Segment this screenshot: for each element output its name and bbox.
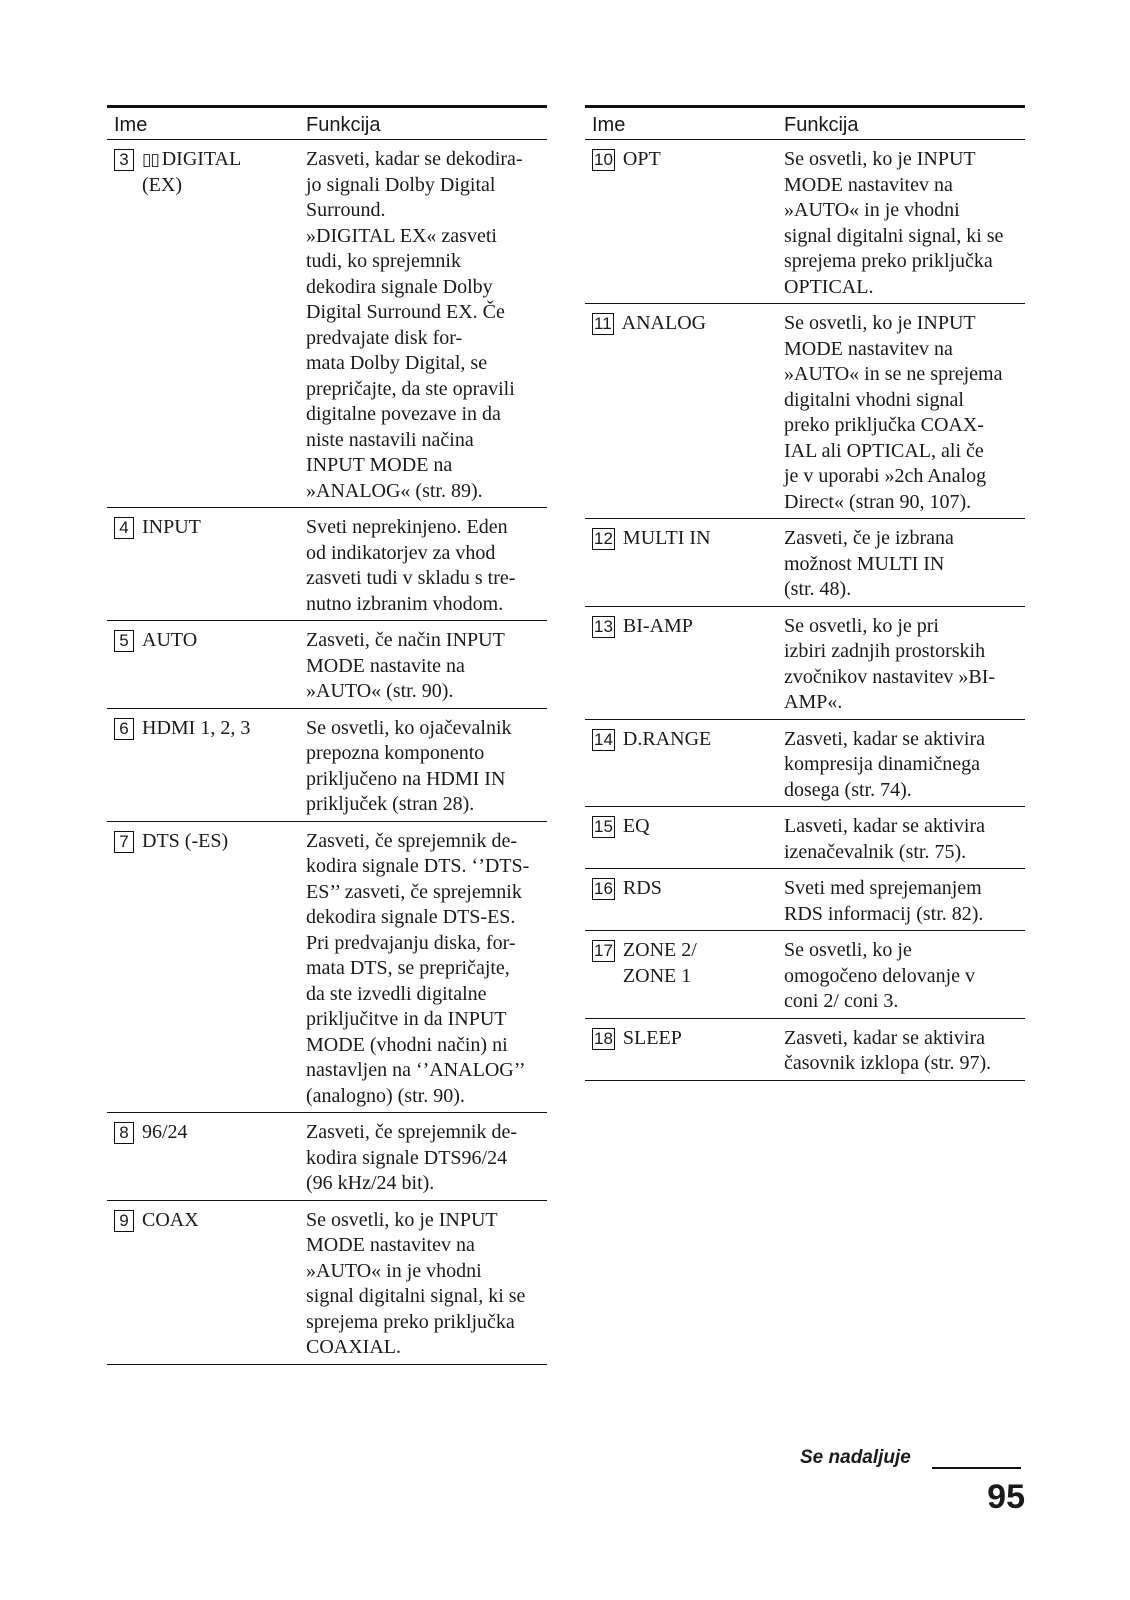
name-cell bbox=[107, 508, 299, 621]
right-column bbox=[585, 105, 1025, 1081]
function-description: Se osvetli, ko je INPUT MODE nastavitev na »AUTO« in se ne sprejema digitalni vhodni signal preko priključka COAX- IAL ali OPTICAL, ali če je v uporabi »2ch Analog Direct« (stran 90, 107). bbox=[777, 304, 1025, 519]
header-name: Ime bbox=[107, 107, 299, 140]
name-wrap bbox=[592, 614, 777, 640]
indicator-name: MULTI IN bbox=[622, 527, 711, 549]
name-wrap bbox=[114, 716, 299, 742]
left-function-table bbox=[107, 105, 547, 1365]
function-description: Lasveti, kadar se aktivira izenačevalnik (str. 75). bbox=[777, 807, 1025, 869]
indicator-name: DTS (-ES) bbox=[142, 829, 229, 852]
header-name: Ime bbox=[585, 107, 777, 140]
item-number-badge: 5 bbox=[114, 630, 134, 652]
name-wrap bbox=[592, 814, 777, 840]
function-description: Se osvetli, ko je INPUT MODE nastavitev na »AUTO« in je vhodni signal digitalni signal, ki se sprejema preko priključka COAXIAL. bbox=[299, 1200, 547, 1364]
function-description: Se osvetli, ko ojačevalnik prepozna komponento priključeno na HDMI IN priključek (stran 28). bbox=[299, 708, 547, 821]
item-number-badge: 6 bbox=[114, 718, 134, 740]
right-function-table bbox=[585, 105, 1025, 1081]
item-number-badge: 4 bbox=[114, 517, 134, 539]
name-cell bbox=[585, 931, 777, 1019]
item-number-badge: 18 bbox=[594, 1028, 613, 1048]
name-cell bbox=[585, 140, 777, 304]
name-wrap bbox=[114, 147, 299, 198]
table-row bbox=[107, 1200, 547, 1364]
function-description: Sveti neprekinjeno. Eden od indikatorjev za vhod zasveti tudi v skladu s tre- nutno izbranim vhodom. bbox=[299, 508, 547, 621]
left-table-body bbox=[107, 140, 547, 1365]
name-cell bbox=[585, 1018, 777, 1080]
function-description: Se osvetli, ko je omogočeno delovanje v coni 2/ coni 3. bbox=[777, 931, 1025, 1019]
table-row bbox=[107, 1113, 547, 1201]
indicator-name: HDMI 1, 2, 3 bbox=[142, 716, 251, 739]
continued-label: Se nadaljuje bbox=[800, 1447, 911, 1468]
indicator-name: INPUT bbox=[142, 516, 201, 538]
function-description: Sveti med sprejemanjem RDS informacij (str. 82). bbox=[777, 869, 1025, 931]
name-cell bbox=[585, 606, 777, 719]
table-row bbox=[585, 719, 1025, 807]
indicator-name bbox=[142, 147, 241, 198]
function-description: Zasveti, če sprejemnik de- kodira signale DTS96/24 (96 kHz/24 bit). bbox=[299, 1113, 547, 1201]
name-wrap bbox=[592, 727, 777, 753]
function-description: Se osvetli, ko je INPUT MODE nastavitev na »AUTO« in je vhodni signal digitalni signal, ki se sprejema preko priključka OPTICAL. bbox=[784, 148, 1004, 298]
right-table-body bbox=[585, 140, 1025, 1081]
name-cell bbox=[585, 807, 777, 869]
function-description: Zasveti, kadar se aktivira kompresija dinamičnega dosega (str. 74). bbox=[777, 719, 1025, 807]
name-cell bbox=[107, 140, 299, 508]
name-cell bbox=[585, 519, 777, 607]
name-wrap bbox=[114, 628, 299, 654]
item-number-badge: 9 bbox=[114, 1210, 134, 1232]
function-description: Se osvetli, ko je pri izbiri zadnjih prostorskih zvočnikov nastavitev »BI- AMP«. bbox=[777, 606, 1025, 719]
name-wrap bbox=[114, 1120, 299, 1146]
indicator-name: COAX bbox=[142, 1208, 199, 1231]
name-cell bbox=[107, 1200, 299, 1364]
table-row bbox=[585, 140, 1025, 304]
item-number-badge: 10 bbox=[594, 150, 613, 169]
table-header-row bbox=[107, 107, 547, 140]
indicator-name: OPT bbox=[622, 148, 661, 170]
item-number-badge: 14 bbox=[594, 729, 613, 749]
item-number-badge: 8 bbox=[114, 1122, 134, 1144]
name-wrap bbox=[114, 515, 299, 541]
table-row bbox=[107, 508, 547, 621]
table-header-row bbox=[585, 107, 1025, 140]
indicator-name: 96/24 bbox=[142, 1121, 188, 1143]
name-cell bbox=[107, 708, 299, 821]
table-row bbox=[107, 140, 547, 508]
item-number-badge: 16 bbox=[594, 879, 613, 898]
table-row bbox=[107, 821, 547, 1113]
table-row bbox=[585, 869, 1025, 931]
indicator-name: EQ bbox=[622, 815, 650, 837]
function-description: Zasveti, kadar se aktivira časovnik izklopa (str. 97). bbox=[777, 1018, 1025, 1080]
indicator-name: AUTO bbox=[142, 629, 198, 651]
table-row bbox=[585, 1018, 1025, 1080]
indicator-name: ANALOG bbox=[621, 312, 707, 334]
function-description: Zasveti, če način INPUT MODE nastavite na »AUTO« (str. 90). bbox=[299, 621, 547, 709]
name-wrap bbox=[592, 938, 777, 989]
item-number-badge: 3 bbox=[114, 149, 134, 171]
item-number-badge: 12 bbox=[594, 529, 613, 548]
item-number-badge: 15 bbox=[594, 817, 613, 836]
page-number: 95 bbox=[987, 1478, 1025, 1516]
name-cell bbox=[585, 304, 777, 519]
table-row bbox=[585, 931, 1025, 1019]
table-row bbox=[585, 606, 1025, 719]
dolby-double-d-icon: ▯▯ bbox=[142, 150, 159, 169]
indicator-name-text: DIGITAL (EX) bbox=[142, 148, 242, 196]
name-wrap bbox=[592, 1026, 777, 1052]
table-row bbox=[107, 708, 547, 821]
table-row bbox=[585, 519, 1025, 607]
name-wrap bbox=[592, 311, 777, 337]
indicator-name: BI-AMP bbox=[622, 614, 693, 637]
table-row bbox=[585, 304, 1025, 519]
name-wrap bbox=[592, 147, 777, 173]
table-row bbox=[107, 621, 547, 709]
left-column bbox=[107, 105, 547, 1365]
table-row bbox=[585, 807, 1025, 869]
header-function: Funkcija bbox=[777, 107, 1025, 140]
name-cell bbox=[107, 821, 299, 1113]
item-number-badge: 13 bbox=[594, 616, 613, 636]
indicator-name: RDS bbox=[622, 877, 662, 899]
indicator-name: SLEEP bbox=[622, 1026, 682, 1049]
name-wrap bbox=[592, 526, 777, 552]
function-description: Zasveti, če sprejemnik de- kodira signale DTS. ‘’DTS- ES’’ zasveti, če sprejemnik dekodira signale DTS-ES. Pri predvajanju diska, for- mata DTS, se prepričajte, da ste izvedli digitalne priključitve in da INPUT MODE (vhodni način) ni nastavljen na ‘’ANALOG’’ (analogno) (str. 90). bbox=[299, 821, 547, 1113]
name-cell bbox=[585, 719, 777, 807]
function-description: Zasveti, če je izbrana možnost MULTI IN (str. 48). bbox=[777, 519, 1025, 607]
name-wrap bbox=[114, 1208, 299, 1234]
name-wrap bbox=[592, 876, 777, 902]
continued-rule bbox=[932, 1467, 1021, 1469]
item-number-badge: 7 bbox=[114, 831, 134, 853]
name-cell bbox=[107, 621, 299, 709]
item-number-badge: 17 bbox=[594, 941, 613, 960]
name-cell bbox=[585, 869, 777, 931]
name-cell bbox=[107, 1113, 299, 1201]
indicator-name: D.RANGE bbox=[622, 727, 712, 750]
function-description: Zasveti, kadar se dekodira- jo signali Dolby Digital Surround. »DIGITAL EX« zasveti tudi, ko sprejemnik dekodira signale Dolby Digital Surround EX. Če predvajate disk for- mata Dolby Digital, se prepričajte, da ste opravili digitalne povezave in da niste nastavili načina INPUT MODE na »ANALOG« (str. 89). bbox=[306, 148, 523, 502]
header-function: Funkcija bbox=[299, 107, 547, 140]
name-wrap bbox=[114, 829, 299, 855]
indicator-name: ZONE 2/ ZONE 1 bbox=[622, 939, 697, 987]
item-number-badge: 11 bbox=[594, 314, 612, 333]
